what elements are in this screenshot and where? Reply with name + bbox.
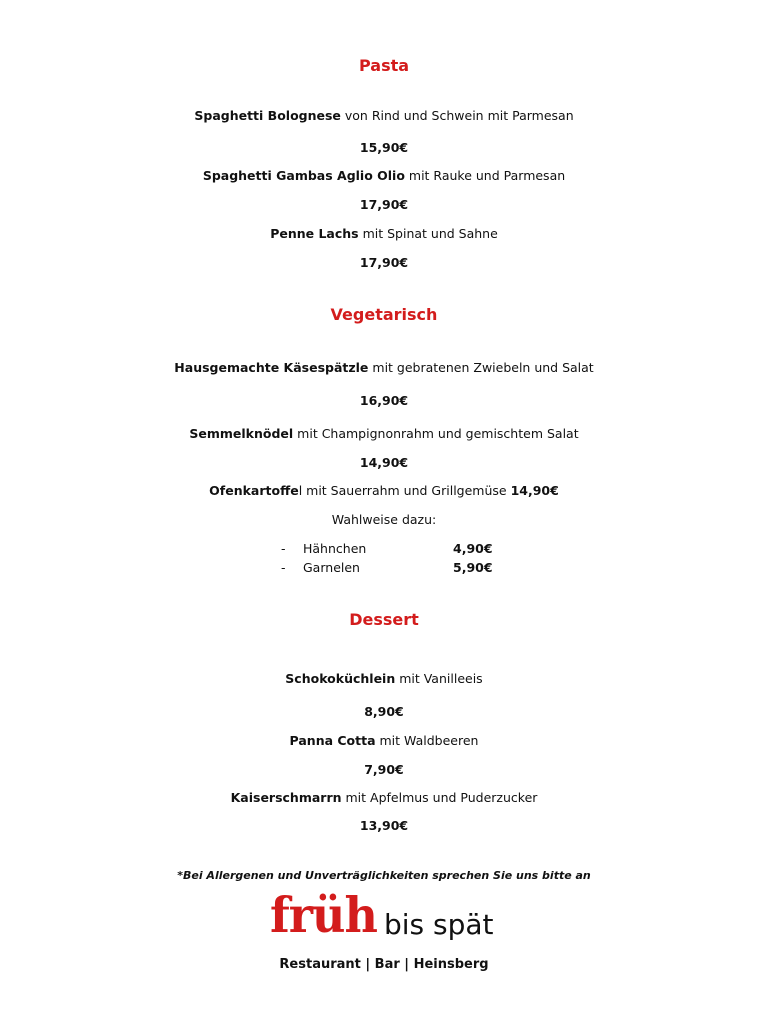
menu-item-name: Panna Cotta [289,733,376,748]
logo-tagline: bis spät [384,908,494,941]
menu-item-name: Spaghetti Gambas Aglio Olio [202,168,405,183]
option-row [281,541,501,557]
option-row [281,560,501,576]
menu-item-price: 14,90€ [510,483,559,498]
menu-item-desc: l mit Sauerrahm und Grillgemüse [298,483,511,498]
option-dash: - [281,560,286,575]
section-title-vegetarisch: Vegetarisch [330,305,438,324]
menu-item-price: 16,90€ [359,393,409,408]
menu-item [0,226,768,241]
menu-item-desc: mit Spinat und Sahne [358,226,498,241]
menu-item [0,360,768,375]
menu-item-price: 17,90€ [359,197,409,212]
logo-subtitle: Restaurant | Bar | Heinsberg [279,957,489,972]
options-label: Wahlweise dazu: [331,512,437,527]
option-price: 4,90€ [453,541,493,556]
option-price: 5,90€ [453,560,493,575]
brand-logo [270,888,510,958]
menu-item-name: Semmelknödel [189,426,294,441]
option-name: Garnelen [303,560,360,575]
option-dash: - [281,541,286,556]
menu-item-name: Ofenkartoffe [209,483,299,498]
menu-item-name: Hausgemachte Käsespätzle [174,360,369,375]
menu-item-price: 7,90€ [364,762,404,777]
menu-item-name: Penne Lachs [270,226,359,241]
menu-item [0,108,768,123]
menu-item-price: 15,90€ [359,140,409,155]
menu-item [0,483,768,498]
menu-item [0,671,768,686]
menu-item [0,733,768,748]
menu-item-name: Kaiserschmarrn [230,790,342,805]
section-title-dessert: Dessert [349,610,419,629]
menu-item [0,790,768,805]
allergen-note: *Bei Allergenen und Unverträglichkeiten sprechen Sie uns bitte an [177,869,591,882]
menu-item-desc: mit Apfelmus und Puderzucker [341,790,538,805]
option-name: Hähnchen [303,541,367,556]
menu-item-desc: mit Vanilleeis [395,671,483,686]
menu-item-desc: mit Waldbeeren [375,733,479,748]
menu-item-desc: mit Rauke und Parmesan [404,168,566,183]
menu-item-desc: von Rind und Schwein mit Parmesan [340,108,574,123]
menu-item-name: Schokoküchlein [285,671,396,686]
menu-item-price: 13,90€ [359,818,409,833]
menu-item-price: 8,90€ [364,704,404,719]
menu-item-price: 14,90€ [359,455,409,470]
logo-brand: früh [270,886,377,944]
menu-item-price: 17,90€ [359,255,409,270]
menu-item-desc: mit gebratenen Zwiebeln und Salat [368,360,594,375]
menu-item [0,426,768,441]
section-title-pasta: Pasta [358,56,410,75]
menu-item-desc: mit Champignonrahm und gemischtem Salat [293,426,579,441]
menu-item [0,168,768,183]
menu-item-name: Spaghetti Bolognese [194,108,341,123]
